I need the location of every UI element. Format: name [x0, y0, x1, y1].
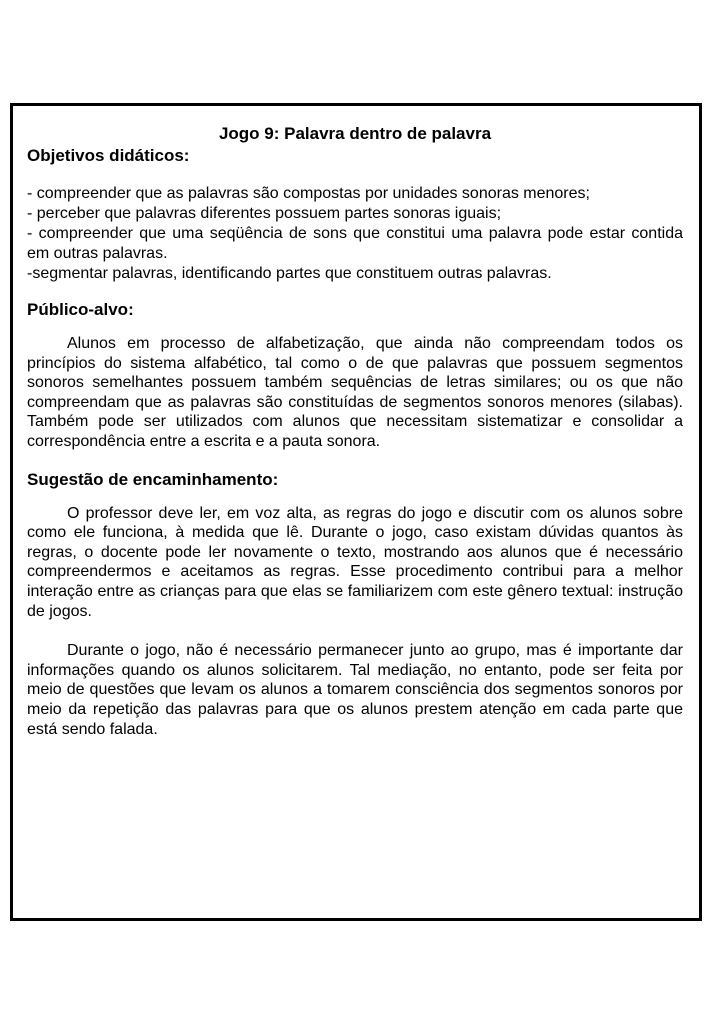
document-title: Jogo 9: Palavra dentro de palavra — [218, 124, 492, 143]
objective-item: - perceber que palavras diferentes possuem partes sonoras iguais; — [27, 205, 502, 222]
suggestion-paragraph-1: O professor deve ler, em voz alta, as regras do jogo e discutir com os alunos sobre como ele funciona, à medida que lê. Durante o jogo, caso existam dúvidas quantos às regras, o docente pode ler novamente o texto, mostrando aos alunos que é necessário compreendermos e aceitamos as regras. Esse procedimento contribui para a melhor interação entre as crianças para que elas se familiarizem com este gênero textual: instrução de jogos. — [27, 504, 683, 620]
audience-paragraph: Alunos em processo de alfabetização, que ainda não compreendam todos os princípios do sistema alfabético, tal como o de que palavras que possuem segmentos sonoros semelhantes possuem também sequências de letras similares; ou os que não compreendam que as palavras são constituídas de segmentos sonoros menores (silabas). Também pode ser utilizados com alunos que necessitam sistematizar e consolidar a correspondência entre a escrita e a pauta sonora. — [27, 335, 683, 450]
objective-item: - compreender que as palavras são compostas por unidades sonoras menores; — [27, 185, 590, 202]
suggestion-heading: Sugestão de encaminhamento: — [27, 469, 279, 489]
objectives-heading: Objetivos didáticos: — [27, 146, 190, 165]
suggestion-paragraph-2: Durante o jogo, não é necessário permanecer junto ao grupo, mas é importante dar informações quando os alunos solicitarem. Tal mediação, no entanto, pode ser feita por meio de questões que levam os alunos a tomarem consciência dos segmentos sonoros por meio da repetição das palavras para que os alunos prestem atenção em cada parte que está sendo falada. — [27, 642, 683, 738]
audience-heading: Público-alvo: — [27, 300, 134, 319]
objective-item: -segmentar palavras, identificando partes que constituem outras palavras. — [27, 265, 552, 282]
document-frame — [10, 103, 702, 921]
objectives-list — [27, 184, 683, 284]
objective-item: - compreender que uma seqüência de sons que constitui uma palavra pode estar contida em outras palavras. — [27, 225, 683, 262]
